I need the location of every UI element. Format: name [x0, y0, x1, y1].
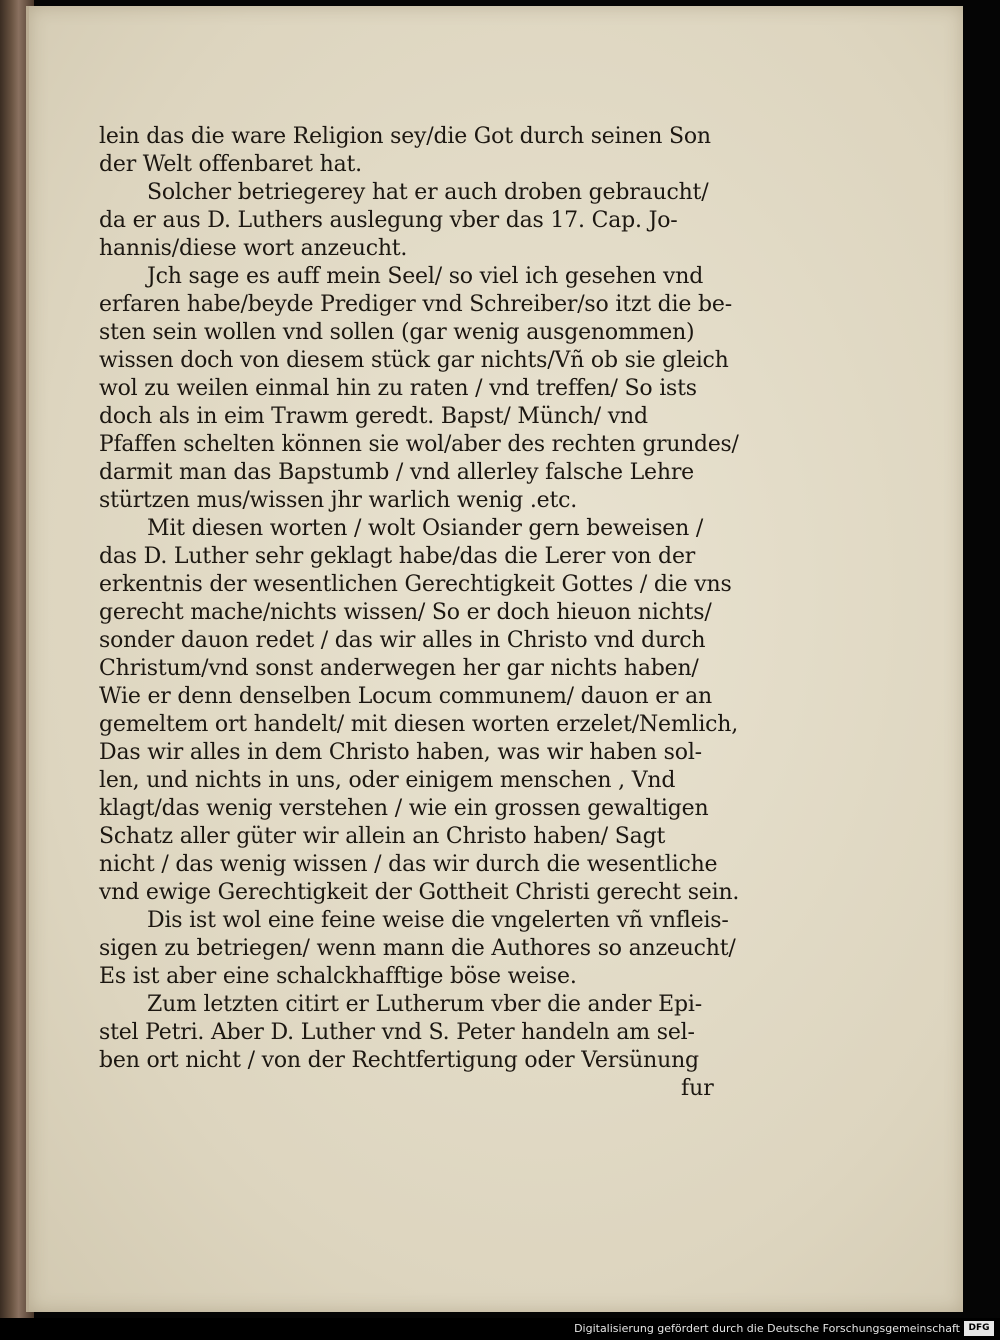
text-line: klagt/das wenig verstehen / wie ein grossen gewaltigen	[99, 796, 709, 821]
text-line: Solcher betriegerey hat er auch droben gebraucht/	[147, 180, 709, 205]
text-line: Jch sage es auff mein Seel/ so viel ich gesehen vnd	[147, 264, 704, 289]
text-line: erkentnis der wesentlichen Gerechtigkeit Gottes / die vns	[99, 572, 732, 597]
text-line: erfaren habe/beyde Prediger vnd Schreiber/so itzt die be-	[99, 292, 732, 317]
text-line: len, und nichts in uns, oder einigem menschen , Vnd	[99, 768, 676, 793]
book-page	[26, 6, 963, 1312]
text-line: Es ist aber eine schalckhafftige böse weise.	[99, 964, 577, 989]
text-line: Pfaffen schelten können sie wol/aber des rechten grundes/	[99, 432, 739, 457]
text-line: da er aus D. Luthers auslegung vber das 17. Cap. Jo-	[99, 208, 678, 233]
text-line: sigen zu betriegen/ wenn mann die Authores so anzeucht/	[99, 936, 736, 961]
text-line: Das wir alles in dem Christo haben, was wir haben sol-	[99, 740, 702, 765]
footer-bar	[0, 1318, 1000, 1340]
text-line: Dis ist wol eine feine weise die vngelerten vñ vnfleis-	[147, 908, 729, 933]
text-line: wissen doch von diesem stück gar nichts/Vñ ob sie gleich	[99, 348, 729, 373]
funding-credit: Digitalisierung gefördert durch die Deutsche Forschungsgemeinschaft	[574, 1322, 960, 1335]
text-line: Mit diesen worten / wolt Osiander gern beweisen /	[147, 516, 704, 541]
text-line: wol zu weilen einmal hin zu raten / vnd treffen/ So ists	[99, 376, 697, 401]
dfg-logo: DFG	[964, 1321, 994, 1336]
text-line: Zum letzten citirt er Lutherum vber die ander Epi-	[147, 992, 702, 1017]
text-line: Christum/vnd sonst anderwegen her gar nichts haben/	[99, 656, 699, 681]
text-line: gemeltem ort handelt/ mit diesen worten erzelet/Nemlich,	[99, 712, 739, 737]
text-line: lein das die ware Religion sey/die Got durch seinen Son	[99, 124, 711, 149]
text-line: nicht / das wenig wissen / das wir durch die wesentliche	[99, 852, 718, 877]
text-line: Wie er denn denselben Locum communem/ dauon er an	[99, 684, 713, 709]
text-line: das D. Luther sehr geklagt habe/das die Lerer von der	[99, 544, 696, 569]
text-line: der Welt offenbaret hat.	[99, 152, 362, 177]
text-line: stel Petri. Aber D. Luther vnd S. Peter handeln am sel-	[99, 1020, 695, 1045]
catchword: fur	[681, 1076, 714, 1101]
text-line: sten sein wollen vnd sollen (gar wenig ausgenommen)	[99, 320, 695, 345]
text-line: darmit man das Bapstumb / vnd allerley falsche Lehre	[99, 460, 694, 485]
text-line: vnd ewige Gerechtigkeit der Gottheit Christi gerecht sein.	[99, 880, 740, 905]
text-line: doch als in eim Trawm geredt. Bapst/ Münch/ vnd	[99, 404, 648, 429]
text-line: hannis/diese wort anzeucht.	[99, 236, 408, 261]
text-line: gerecht mache/nichts wissen/ So er doch hieuon nichts/	[99, 600, 712, 625]
text-line: sonder dauon redet / das wir alles in Christo vnd durch	[99, 628, 706, 653]
text-line: ben ort nicht / von der Rechtfertigung oder Versünung	[99, 1048, 699, 1073]
text-line: Schatz aller güter wir allein an Christo haben/ Sagt	[99, 824, 666, 849]
text-line: stürtzen mus/wissen jhr warlich wenig .etc.	[99, 488, 578, 513]
